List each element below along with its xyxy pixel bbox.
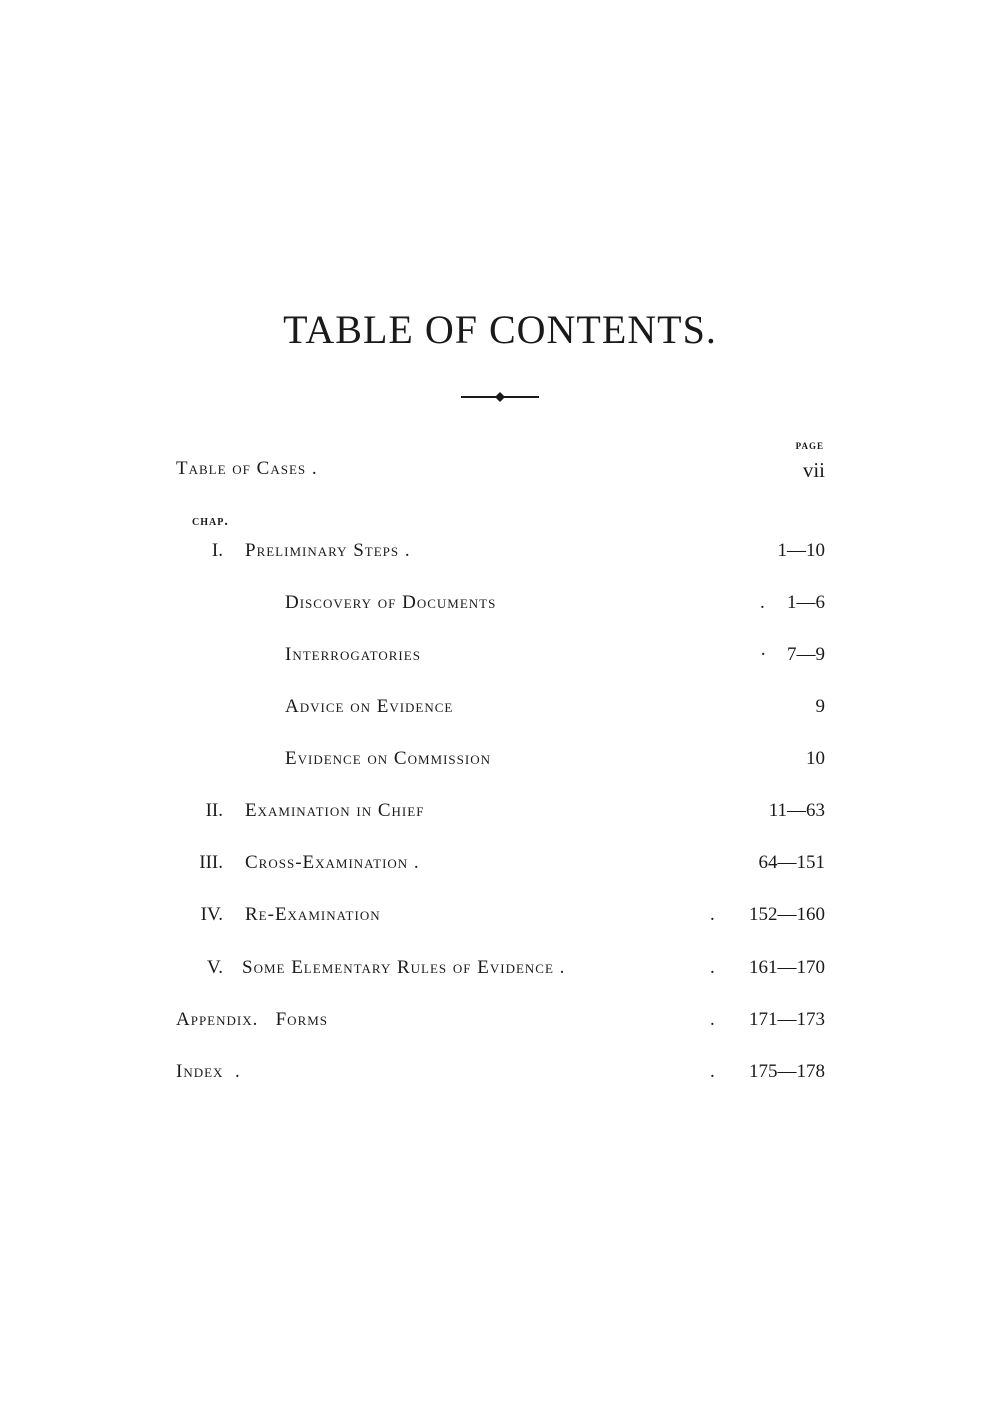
entry-pages: 64—151 xyxy=(758,852,825,873)
entry-pages: 11—63 xyxy=(768,800,825,821)
chapter-column-header: chap. xyxy=(192,514,229,529)
entry-label: Discovery of Documents xyxy=(285,592,497,613)
entry-label: Cross-Examination . xyxy=(245,852,420,873)
entry-label: Evidence on Commission xyxy=(285,748,492,769)
ornament-divider-icon xyxy=(461,391,539,403)
entry-pages: 171—173 xyxy=(749,1009,825,1030)
toc-entry-chapter-5[interactable] xyxy=(0,957,1000,987)
page-column-header: page xyxy=(795,437,824,452)
chapter-number: I. xyxy=(211,540,223,561)
leader-dot: . xyxy=(710,904,715,925)
entry-pages: 1—6 xyxy=(787,592,825,613)
toc-entry-interrogatories[interactable] xyxy=(0,644,1000,674)
entry-label: Interrogatories xyxy=(285,644,421,665)
toc-entry-appendix[interactable] xyxy=(0,1009,1000,1039)
entry-pages: 175—178 xyxy=(749,1061,825,1082)
toc-entry-chapter-2[interactable] xyxy=(0,800,1000,830)
entry-pages: 1—10 xyxy=(777,540,825,561)
toc-entry-advice-on-evidence[interactable] xyxy=(0,696,1000,726)
entry-pages: vii xyxy=(802,458,825,482)
entry-label: Appendix. Forms xyxy=(176,1009,329,1030)
entry-label: Re-Examination xyxy=(245,904,381,925)
toc-entry-index[interactable] xyxy=(0,1061,1000,1091)
toc-entry-discovery[interactable] xyxy=(0,592,1000,622)
entry-label: Advice on Evidence xyxy=(285,696,454,717)
toc-entry-evidence-on-commission[interactable] xyxy=(0,748,1000,778)
leader-dot: . xyxy=(760,592,765,613)
leader-dot: . xyxy=(710,1009,715,1030)
leader-dot: · xyxy=(760,644,767,665)
entry-pages: 7—9 xyxy=(787,644,825,665)
page-title: TABLE OF CONTENTS. xyxy=(283,307,717,352)
toc-entry-table-of-cases[interactable] xyxy=(0,458,1000,488)
entry-label: Some Elementary Rules of Evidence . xyxy=(242,957,566,978)
chapter-number: V. xyxy=(206,957,223,978)
entry-pages: 161—170 xyxy=(749,957,825,978)
entry-label: Examination in Chief xyxy=(245,800,425,821)
toc-entry-chapter-1[interactable] xyxy=(0,540,1000,570)
chapter-number: III. xyxy=(199,852,223,873)
leader-dot: . xyxy=(710,957,715,978)
entry-pages: 152—160 xyxy=(749,904,825,925)
chapter-number: II. xyxy=(205,800,223,821)
leader-dot: . xyxy=(710,1061,715,1082)
entry-pages: 10 xyxy=(806,748,825,769)
entry-label: Index . xyxy=(176,1061,241,1082)
entry-label: Preliminary Steps . xyxy=(245,540,411,561)
entry-label: Table of Cases . xyxy=(176,458,318,479)
toc-entry-chapter-3[interactable] xyxy=(0,852,1000,882)
chapter-number: IV. xyxy=(200,904,223,925)
entry-pages: 9 xyxy=(815,696,825,717)
toc-entry-chapter-4[interactable] xyxy=(0,904,1000,934)
